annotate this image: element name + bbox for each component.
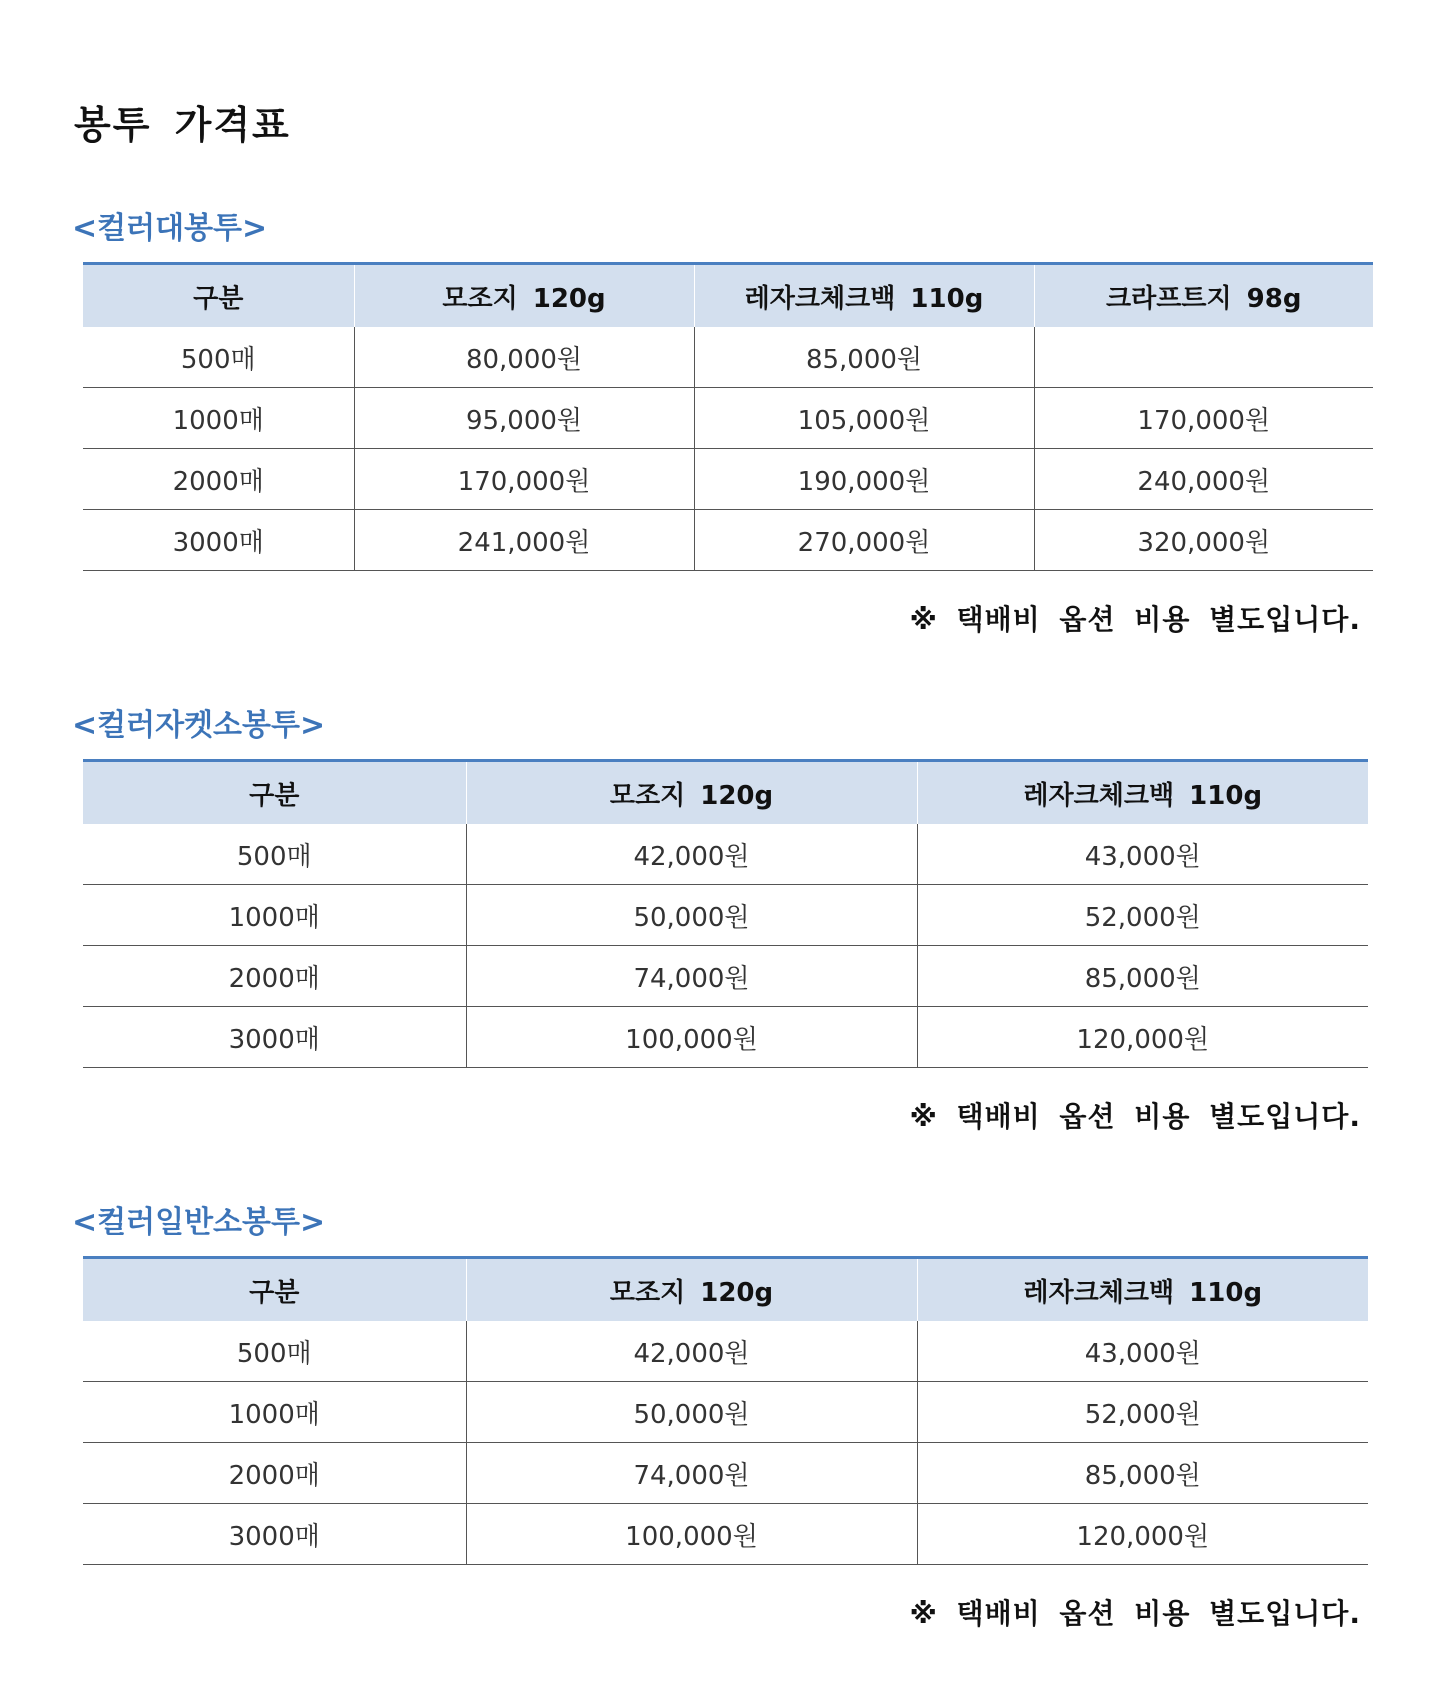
table-row <box>83 1007 1368 1068</box>
price-table-color-large-envelope <box>83 262 1373 571</box>
table-cell: 3000매 <box>83 1504 466 1565</box>
section-title-color-jacket-small-envelope: <컬러자켓소봉투> <box>72 708 326 743</box>
table-row <box>83 1321 1368 1382</box>
table-cell: 85,000원 <box>917 946 1368 1007</box>
table-cell: 2000매 <box>83 449 354 510</box>
table-row <box>83 946 1368 1007</box>
table-cell: 270,000원 <box>694 510 1034 571</box>
column-header: 구분 <box>83 1258 466 1322</box>
column-header: 모조지 120g <box>466 1258 917 1322</box>
page-title: 봉투 가격표 <box>74 103 291 147</box>
table-row <box>83 885 1368 946</box>
table-row <box>83 510 1373 571</box>
table-cell: 85,000원 <box>917 1443 1368 1504</box>
column-header: 모조지 120g <box>466 761 917 825</box>
column-header: 모조지 120g <box>354 264 694 328</box>
table-cell: 85,000원 <box>694 327 1034 388</box>
table-cell: 1000매 <box>83 388 354 449</box>
table-cell: 43,000원 <box>917 1321 1368 1382</box>
table-cell: 42,000원 <box>466 824 917 885</box>
column-header: 레자크체크백 110g <box>917 1258 1368 1322</box>
shipping-note: ※ 택배비 옵션 비용 별도입니다. <box>909 603 1361 636</box>
table-cell: 500매 <box>83 1321 466 1382</box>
column-header: 구분 <box>83 264 354 328</box>
table-cell: 500매 <box>83 824 466 885</box>
table-cell: 1000매 <box>83 1382 466 1443</box>
table-cell: 1000매 <box>83 885 466 946</box>
table-row <box>83 1443 1368 1504</box>
table-cell: 100,000원 <box>466 1504 917 1565</box>
table-cell <box>1034 327 1373 388</box>
table-cell: 190,000원 <box>694 449 1034 510</box>
table-cell: 170,000원 <box>1034 388 1373 449</box>
table-cell: 52,000원 <box>917 1382 1368 1443</box>
table-header-row <box>83 264 1373 328</box>
table-cell: 95,000원 <box>354 388 694 449</box>
section-title-color-large-envelope: <컬러대봉투> <box>72 211 268 246</box>
shipping-note: ※ 택배비 옵션 비용 별도입니다. <box>909 1100 1361 1133</box>
table-cell: 170,000원 <box>354 449 694 510</box>
table-cell: 100,000원 <box>466 1007 917 1068</box>
table-header-row <box>83 761 1368 825</box>
table-cell: 2000매 <box>83 1443 466 1504</box>
table-row <box>83 824 1368 885</box>
table-cell: 52,000원 <box>917 885 1368 946</box>
table-cell: 500매 <box>83 327 354 388</box>
table-row <box>83 388 1373 449</box>
table-cell: 3000매 <box>83 1007 466 1068</box>
table-cell: 50,000원 <box>466 1382 917 1443</box>
table-row <box>83 1382 1368 1443</box>
table-cell: 240,000원 <box>1034 449 1373 510</box>
table-cell: 50,000원 <box>466 885 917 946</box>
table-cell: 80,000원 <box>354 327 694 388</box>
price-table-color-jacket-small-envelope <box>83 759 1368 1068</box>
table-cell: 74,000원 <box>466 946 917 1007</box>
table-cell: 105,000원 <box>694 388 1034 449</box>
table-cell: 241,000원 <box>354 510 694 571</box>
table-cell: 43,000원 <box>917 824 1368 885</box>
table-cell: 120,000원 <box>917 1504 1368 1565</box>
column-header: 레자크체크백 110g <box>694 264 1034 328</box>
table-cell: 3000매 <box>83 510 354 571</box>
column-header: 레자크체크백 110g <box>917 761 1368 825</box>
table-cell: 120,000원 <box>917 1007 1368 1068</box>
table-row <box>83 327 1373 388</box>
table-cell: 320,000원 <box>1034 510 1373 571</box>
shipping-note: ※ 택배비 옵션 비용 별도입니다. <box>909 1597 1361 1630</box>
section-title-color-regular-small-envelope: <컬러일반소봉투> <box>72 1205 326 1240</box>
table-cell: 2000매 <box>83 946 466 1007</box>
table-cell: 74,000원 <box>466 1443 917 1504</box>
table-header-row <box>83 1258 1368 1322</box>
price-table-color-regular-small-envelope <box>83 1256 1368 1565</box>
column-header: 크라프트지 98g <box>1034 264 1373 328</box>
column-header: 구분 <box>83 761 466 825</box>
table-row <box>83 449 1373 510</box>
table-cell: 42,000원 <box>466 1321 917 1382</box>
table-row <box>83 1504 1368 1565</box>
